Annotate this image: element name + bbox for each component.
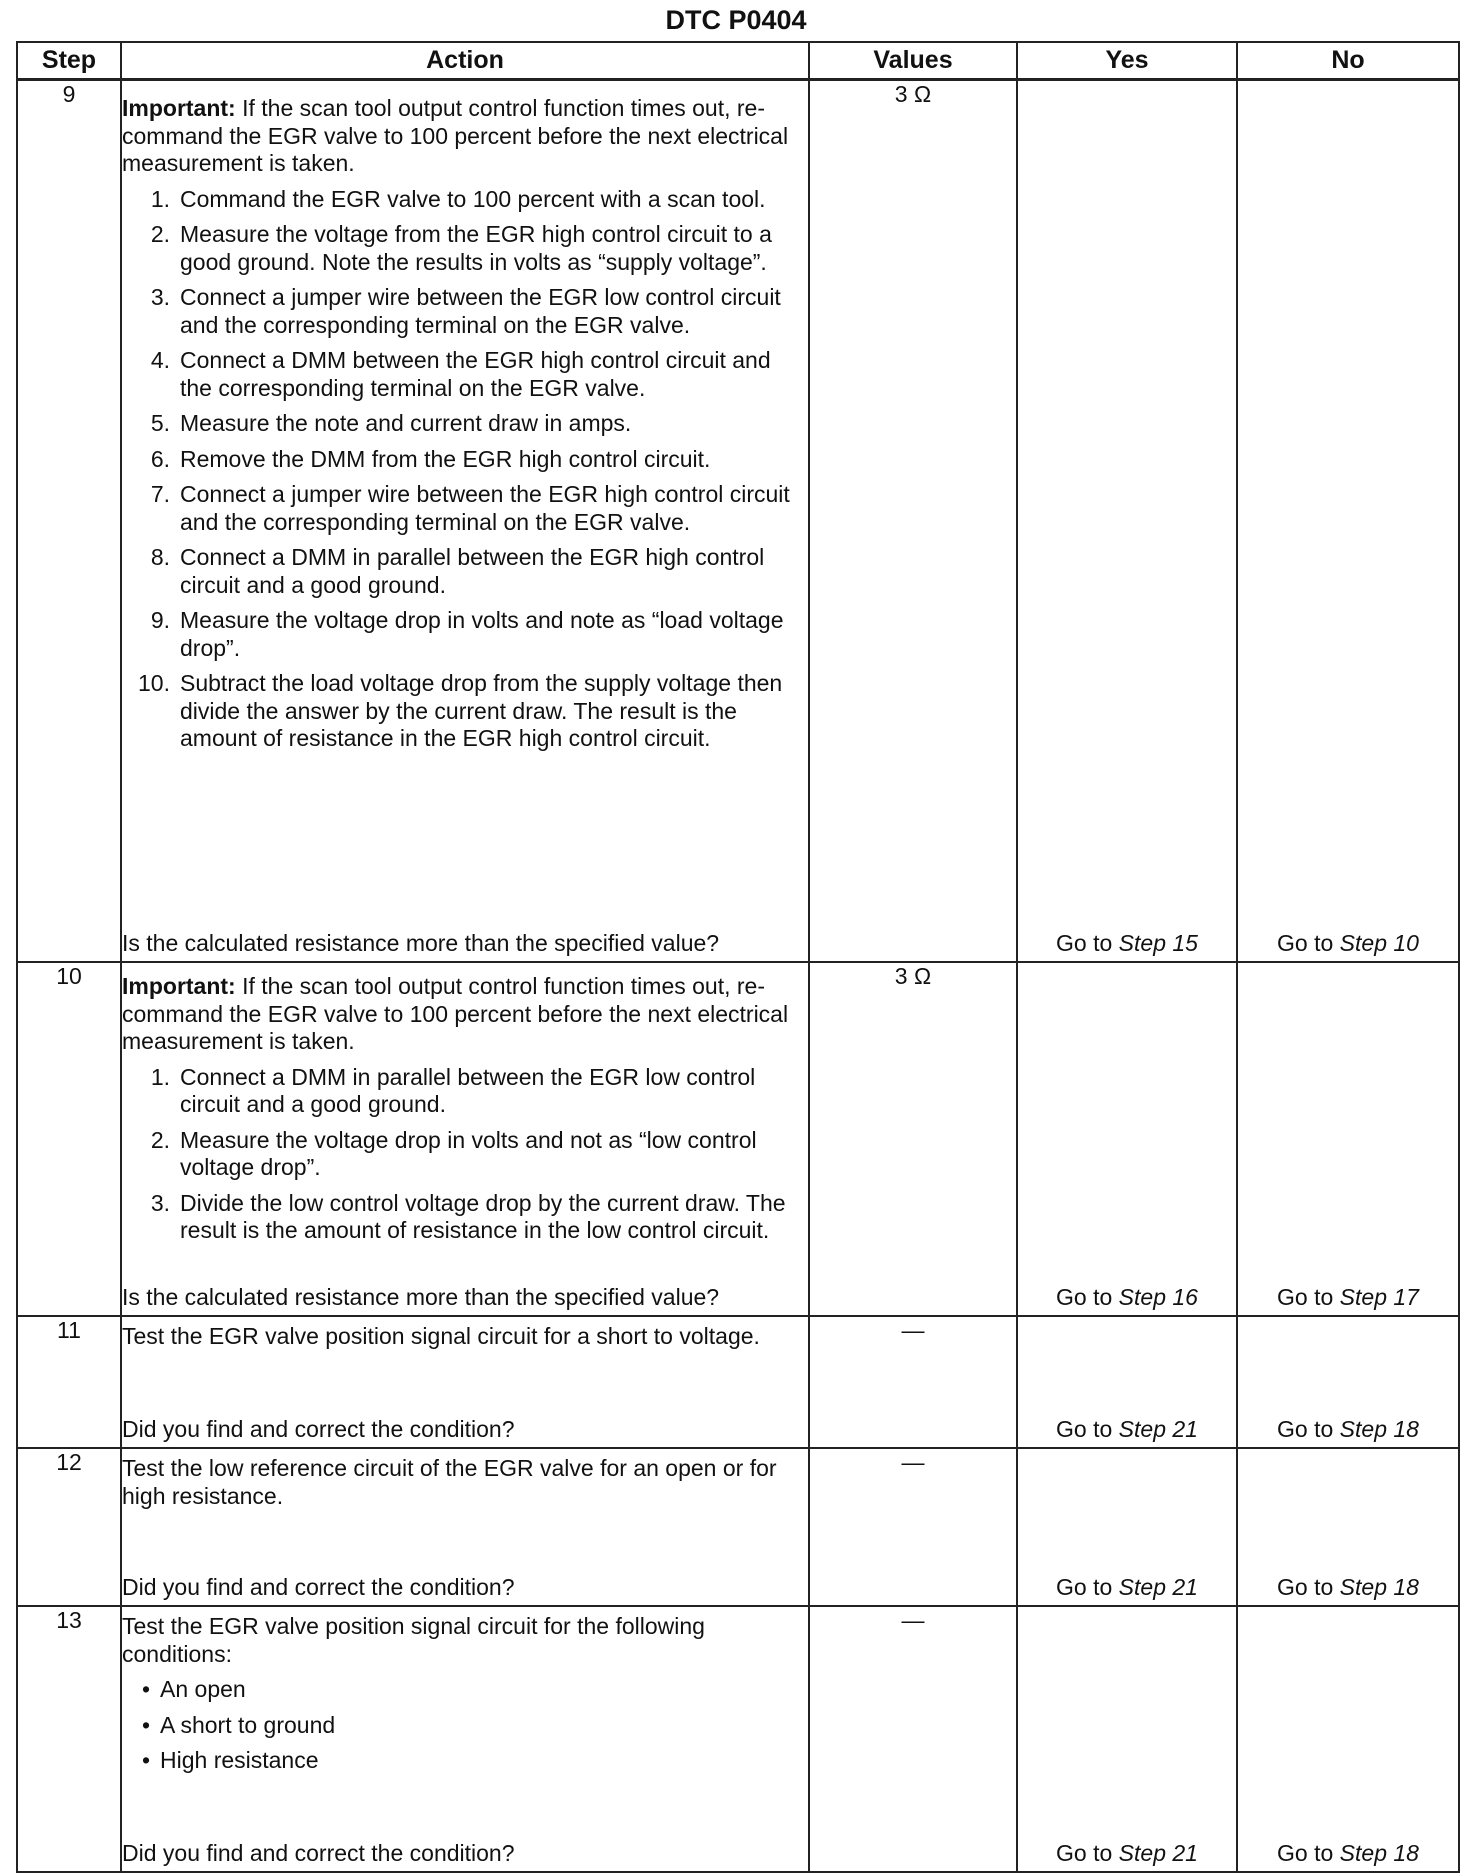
important-label: Important:	[122, 95, 236, 121]
substep-number: 5.	[150, 410, 170, 436]
action-cell	[121, 1448, 809, 1606]
condition-text: An open	[160, 1676, 246, 1702]
no-step-link[interactable]: Step 10	[1339, 929, 1419, 956]
yes-cell	[1017, 1606, 1237, 1872]
no-step-link[interactable]: Step 18	[1339, 1573, 1419, 1600]
header-values: Values	[809, 42, 1017, 80]
no-go-to[interactable]	[1238, 1840, 1458, 1868]
action-cell	[121, 1316, 809, 1448]
value-cell: 3 Ω	[809, 962, 1017, 1316]
no-cell	[1237, 1316, 1459, 1448]
substep-number: 3.	[150, 284, 170, 310]
go-to-label: Go to	[1056, 1573, 1113, 1600]
yes-step-link[interactable]: Step 15	[1118, 929, 1198, 956]
action-cell	[121, 80, 809, 963]
action-cell	[121, 1606, 809, 1872]
yes-step-link[interactable]: Step 16	[1118, 1283, 1198, 1310]
condition-text: High resistance	[160, 1747, 319, 1773]
substep-text: Connect a jumper wire between the EGR high control circuit and the corresponding terminal on the EGR valve.	[180, 481, 790, 535]
go-to-label: Go to	[1056, 929, 1113, 956]
important-note	[122, 81, 808, 178]
important-note	[122, 963, 808, 1056]
list-item	[122, 186, 808, 214]
yes-step-link[interactable]: Step 21	[1118, 1415, 1198, 1442]
value-cell: —	[809, 1316, 1017, 1448]
table-row	[17, 80, 1459, 963]
substep-number: 3.	[150, 1189, 170, 1216]
list-item	[122, 670, 808, 753]
diagnostic-table	[16, 41, 1460, 1873]
table-row	[17, 1606, 1459, 1872]
list-item	[122, 1190, 808, 1245]
step-number: 10	[17, 962, 121, 1316]
no-go-to[interactable]	[1238, 1574, 1458, 1602]
important-label: Important:	[122, 973, 236, 999]
no-step-link[interactable]: Step 18	[1339, 1839, 1419, 1866]
yes-cell	[1017, 1448, 1237, 1606]
yes-cell	[1017, 962, 1237, 1316]
substep-text: Measure the note and current draw in amps.	[180, 410, 632, 436]
question-text: Is the calculated resistance more than the specified value?	[122, 1283, 720, 1310]
yes-go-to[interactable]	[1018, 1840, 1236, 1868]
yes-cell	[1017, 1316, 1237, 1448]
substep-text: Connect a DMM in parallel between the EGR low control circuit and a good ground.	[180, 1063, 756, 1117]
no-cell	[1237, 962, 1459, 1316]
list-item	[122, 1747, 808, 1775]
list-item	[122, 284, 808, 339]
list-item	[122, 347, 808, 402]
go-to-label: Go to	[1277, 1839, 1334, 1866]
no-cell	[1237, 80, 1459, 963]
no-go-to[interactable]	[1238, 1416, 1458, 1444]
list-item	[122, 1712, 808, 1740]
substep-number: 10.	[138, 670, 170, 696]
table-header-row	[17, 42, 1459, 80]
substep-list	[122, 186, 808, 753]
table-row	[17, 1448, 1459, 1606]
question-text: Did you find and correct the condition?	[122, 1415, 515, 1442]
substep-text: Divide the low control voltage drop by the current draw. The result is the amount of resistance in the low control circuit.	[180, 1189, 786, 1243]
table-row	[17, 1316, 1459, 1448]
go-to-label: Go to	[1056, 1415, 1113, 1442]
no-go-to[interactable]	[1238, 1284, 1458, 1312]
header-step: Step	[17, 42, 121, 80]
go-to-label: Go to	[1056, 1839, 1113, 1866]
yes-go-to[interactable]	[1018, 930, 1236, 958]
substep-text: Command the EGR valve to 100 percent with a scan tool.	[180, 185, 766, 212]
substep-text: Connect a DMM in parallel between the EGR high control circuit and a good ground.	[180, 544, 765, 598]
yes-step-link[interactable]: Step 21	[1118, 1573, 1198, 1600]
no-cell	[1237, 1448, 1459, 1606]
substep-number: 1.	[150, 185, 170, 212]
substep-number: 9.	[150, 607, 170, 633]
substep-number: 7.	[150, 481, 170, 507]
list-item	[122, 221, 808, 276]
header-no: No	[1237, 42, 1459, 80]
bullet-icon: •	[141, 1676, 150, 1702]
question-text: Is the calculated resistance more than the specified value?	[122, 929, 720, 956]
substep-text: Measure the voltage from the EGR high control circuit to a good ground. Note the results in volts as “supply voltage”.	[180, 221, 772, 275]
substep-text: Remove the DMM from the EGR high control circuit.	[180, 445, 711, 472]
list-item	[122, 1127, 808, 1182]
yes-go-to[interactable]	[1018, 1416, 1236, 1444]
go-to-label: Go to	[1056, 1283, 1113, 1310]
substep-number: 2.	[150, 221, 170, 247]
no-go-to[interactable]	[1238, 930, 1458, 958]
substep-list	[122, 1064, 808, 1245]
yes-go-to[interactable]	[1018, 1574, 1236, 1602]
substep-text: Measure the voltage drop in volts and not as “low control voltage drop”.	[180, 1126, 757, 1180]
important-text: If the scan tool output control function times out, re-command the EGR valve to 100 percent before the next electrical measurement is taken.	[122, 95, 789, 176]
yes-go-to[interactable]	[1018, 1284, 1236, 1312]
list-item	[122, 446, 808, 474]
page-title: DTC P0404	[665, 5, 807, 35]
step-number: 12	[17, 1448, 121, 1606]
yes-step-link[interactable]: Step 21	[1118, 1839, 1198, 1866]
substep-number: 4.	[150, 347, 170, 373]
go-to-label: Go to	[1277, 929, 1334, 956]
action-text: Test the EGR valve position signal circuit for the following conditions:	[122, 1613, 705, 1667]
go-to-label: Go to	[1277, 1573, 1334, 1600]
list-item	[122, 1064, 808, 1119]
value-cell: —	[809, 1448, 1017, 1606]
step-number: 11	[17, 1316, 121, 1448]
question-text: Did you find and correct the condition?	[122, 1839, 515, 1866]
substep-text: Measure the voltage drop in volts and note as “load voltage drop”.	[180, 607, 784, 661]
value-cell: —	[809, 1606, 1017, 1872]
important-text: If the scan tool output control function times out, re-command the EGR valve to 100 percent before the next electrical measurement is taken.	[122, 973, 789, 1054]
value-cell: 3 Ω	[809, 80, 1017, 963]
list-item	[122, 1676, 808, 1704]
substep-text: Connect a jumper wire between the EGR low control circuit and the corresponding terminal on the EGR valve.	[180, 284, 781, 338]
substep-number: 2.	[150, 1126, 170, 1153]
go-to-label: Go to	[1277, 1283, 1334, 1310]
table-row	[17, 962, 1459, 1316]
yes-cell	[1017, 80, 1237, 963]
header-yes: Yes	[1017, 42, 1237, 80]
substep-text: Connect a DMM between the EGR high control circuit and the corresponding terminal on the EGR valve.	[180, 347, 771, 401]
list-item	[122, 410, 808, 438]
list-item	[122, 544, 808, 599]
action-text: Test the low reference circuit of the EGR valve for an open or for high resistance.	[122, 1455, 777, 1509]
substep-number: 6.	[150, 445, 170, 472]
substep-number: 8.	[150, 544, 170, 570]
action-text: Test the EGR valve position signal circuit for a short to voltage.	[122, 1323, 760, 1349]
list-item	[122, 481, 808, 536]
condition-list	[122, 1676, 808, 1775]
header-action: Action	[121, 42, 809, 80]
action-cell	[121, 962, 809, 1316]
bullet-icon: •	[141, 1747, 150, 1773]
step-number: 9	[17, 80, 121, 963]
condition-text: A short to ground	[160, 1711, 336, 1738]
substep-text: Subtract the load voltage drop from the supply voltage then divide the answer by the current draw. The result is the amount of resistance in the EGR high control circuit.	[180, 670, 783, 751]
step-number: 13	[17, 1606, 121, 1872]
substep-number: 1.	[150, 1063, 170, 1090]
no-cell	[1237, 1606, 1459, 1872]
bullet-icon: •	[141, 1711, 150, 1738]
no-step-link[interactable]: Step 17	[1339, 1283, 1419, 1310]
list-item	[122, 607, 808, 662]
go-to-label: Go to	[1277, 1415, 1334, 1442]
no-step-link[interactable]: Step 18	[1339, 1415, 1419, 1442]
question-text: Did you find and correct the condition?	[122, 1573, 515, 1600]
